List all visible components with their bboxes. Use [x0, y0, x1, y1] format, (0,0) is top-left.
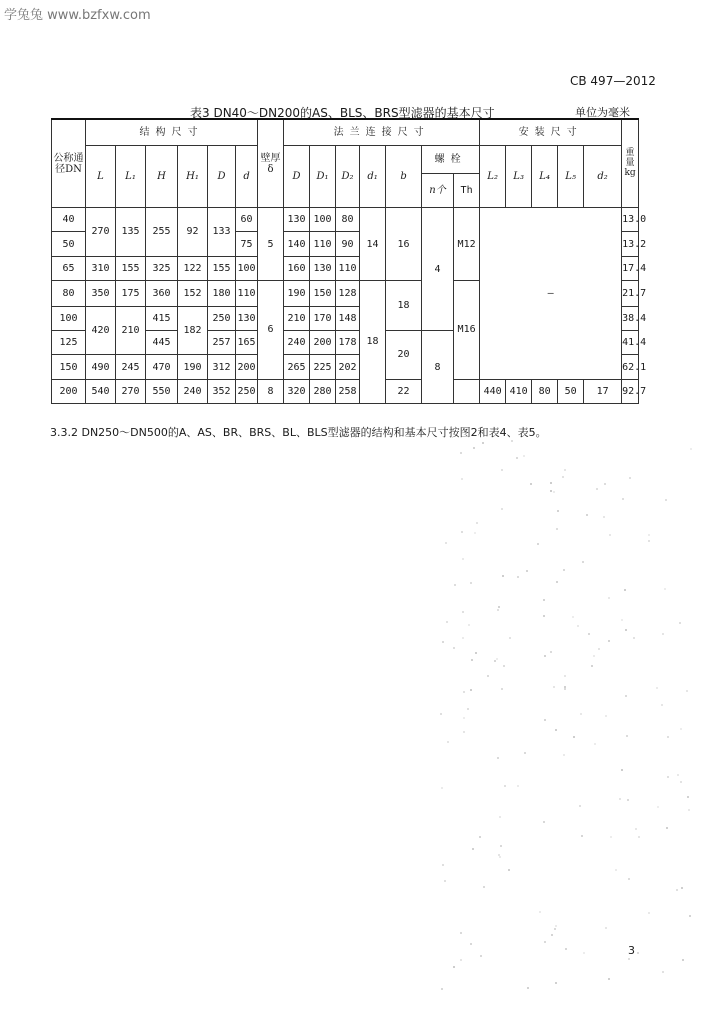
scan-speck — [555, 982, 557, 984]
cell-d: 100 — [236, 256, 258, 280]
table-caption: 表3 DN40～DN200的AS、BLS、BRS型滤器的基本尺寸 — [190, 106, 495, 120]
scan-speck — [461, 478, 463, 480]
scan-speck — [609, 534, 611, 536]
cell-flange-b: 22 — [386, 379, 422, 403]
scan-speck — [470, 582, 472, 584]
cell-flange-D2: 128 — [336, 280, 360, 306]
cell-flange-D: 320 — [284, 379, 310, 403]
cell-H1: 190 — [178, 355, 208, 379]
cell-D: 352 — [208, 379, 236, 403]
scan-speck — [527, 987, 529, 989]
cell-d: 110 — [236, 280, 258, 306]
scan-speck — [511, 440, 513, 442]
scan-speck — [530, 483, 532, 485]
cell-D: 180 — [208, 280, 236, 306]
clause-3-3-2: 3.3.2 DN250～DN500的A、AS、BR、BRS、BL、BLS型滤器的结构和基本尺寸按图2和表4、表5。 — [50, 426, 547, 439]
scan-speck — [480, 955, 482, 957]
scan-speck — [666, 827, 668, 829]
header-flange-d1: d₁ — [360, 145, 386, 208]
scan-speck — [621, 619, 623, 621]
scan-speck — [662, 971, 664, 973]
scan-speck — [556, 528, 558, 530]
cell-wall: 8 — [258, 379, 284, 403]
scan-speck — [544, 941, 546, 943]
scan-speck — [441, 988, 443, 990]
scan-speck — [482, 442, 484, 444]
scan-speck — [463, 731, 465, 733]
cell-bolt-th — [454, 379, 480, 403]
cell-weight: 62.1 — [622, 355, 639, 379]
cell-L1: 270 — [116, 379, 146, 403]
cell-install-L3: 410 — [506, 379, 532, 403]
scan-speck — [460, 959, 462, 961]
cell-D: 312 — [208, 355, 236, 379]
scan-speck — [690, 448, 692, 450]
scan-speck — [648, 534, 650, 536]
cell-dn: 80 — [52, 280, 86, 306]
scan-speck — [625, 695, 627, 697]
scan-speck — [556, 581, 558, 583]
cell-flange-D1: 280 — [310, 379, 336, 403]
cell-d: 60 — [236, 208, 258, 232]
cell-install-L2: 440 — [480, 379, 506, 403]
header-bolt: 螺栓 — [422, 145, 480, 173]
scan-speck — [667, 776, 669, 778]
header-L: L — [86, 145, 116, 208]
scan-speck — [681, 887, 683, 889]
cell-L1: 245 — [116, 355, 146, 379]
cell-L: 350 — [86, 280, 116, 306]
cell-H1: 122 — [178, 256, 208, 280]
cell-flange-D2: 258 — [336, 379, 360, 403]
cell-d: 130 — [236, 307, 258, 331]
cell-flange-D: 190 — [284, 280, 310, 306]
header-install: 安装尺寸 — [480, 119, 622, 145]
scan-speck — [586, 514, 588, 516]
scan-speck — [588, 633, 590, 635]
header-D: D — [208, 145, 236, 208]
cell-H: 325 — [146, 256, 178, 280]
scan-speck — [467, 708, 469, 710]
scan-speck — [479, 836, 481, 838]
cell-D: 133 — [208, 208, 236, 256]
scan-speck — [626, 735, 628, 737]
scan-speck — [686, 690, 688, 692]
watermark: 学兔兔 www.bzfxw.com — [4, 8, 151, 23]
cell-flange-D2: 148 — [336, 307, 360, 331]
scan-speck — [604, 483, 606, 485]
scan-speck — [496, 658, 498, 660]
cell-H1: 152 — [178, 280, 208, 306]
scan-speck — [441, 787, 443, 789]
scan-speck — [544, 655, 546, 657]
scan-speck — [460, 452, 462, 454]
cell-flange-D: 265 — [284, 355, 310, 379]
cell-wall: 5 — [258, 208, 284, 281]
cell-L: 540 — [86, 379, 116, 403]
scan-speck — [629, 477, 631, 479]
scan-speck — [523, 455, 525, 457]
scan-speck — [453, 647, 455, 649]
scan-speck — [503, 665, 505, 667]
cell-dn: 65 — [52, 256, 86, 280]
header-H1: H₁ — [178, 145, 208, 208]
scan-speck — [462, 558, 464, 560]
cell-flange-D2: 80 — [336, 208, 360, 232]
scan-speck — [487, 675, 489, 677]
cell-weight: 13.0 — [622, 208, 639, 232]
scan-speck — [664, 588, 666, 590]
cell-dn: 100 — [52, 307, 86, 331]
scan-speck — [656, 687, 658, 689]
scan-speck — [564, 675, 566, 677]
scan-speck — [625, 629, 627, 631]
scan-speck — [624, 589, 626, 591]
scan-speck — [499, 856, 501, 858]
cell-flange-D1: 110 — [310, 232, 336, 256]
scan-speck — [563, 754, 565, 756]
scan-speck — [543, 615, 545, 617]
scan-speck — [501, 508, 503, 510]
scan-speck — [475, 652, 477, 654]
header-weight: 重量kg — [622, 119, 639, 208]
scan-speck — [447, 741, 449, 743]
cell-L: 490 — [86, 355, 116, 379]
scan-speck — [594, 743, 596, 745]
scan-speck — [500, 845, 502, 847]
scan-speck — [598, 648, 600, 650]
scan-speck — [544, 719, 546, 721]
header-flange: 法兰连接尺寸 — [284, 119, 480, 145]
cell-dn: 50 — [52, 232, 86, 256]
cell-D: 250 — [208, 307, 236, 331]
scan-speck — [460, 932, 462, 934]
cell-weight: 13.2 — [622, 232, 639, 256]
scan-speck — [608, 640, 610, 642]
scan-speck — [440, 713, 442, 715]
scan-speck — [442, 641, 444, 643]
cell-flange-D1: 100 — [310, 208, 336, 232]
cell-L: 270 — [86, 208, 116, 256]
page-number: 3 — [628, 944, 635, 957]
scan-speck — [476, 522, 478, 524]
cell-flange-d1: 18 — [360, 280, 386, 403]
cell-flange-D: 210 — [284, 307, 310, 331]
cell-dn: 150 — [52, 355, 86, 379]
scan-speck — [461, 531, 463, 533]
scan-speck — [517, 785, 519, 787]
cell-dn: 40 — [52, 208, 86, 232]
header-L5: L₅ — [558, 145, 584, 208]
scan-speck — [462, 637, 464, 639]
scan-speck — [470, 943, 472, 945]
scan-speck — [638, 836, 640, 838]
cell-H1: 92 — [178, 208, 208, 256]
scan-speck — [501, 469, 503, 471]
scan-speck — [453, 966, 455, 968]
cell-flange-D1: 200 — [310, 331, 336, 355]
cell-H: 255 — [146, 208, 178, 256]
cell-wall: 6 — [258, 280, 284, 379]
cell-H1: 240 — [178, 379, 208, 403]
scan-speck — [667, 736, 669, 738]
standard-number: CB 497—2012 — [570, 74, 656, 88]
header-flange-D1: D₁ — [310, 145, 336, 208]
scan-speck — [682, 959, 684, 961]
scan-speck — [471, 659, 473, 661]
scan-speck — [628, 958, 630, 960]
scan-speck — [635, 828, 637, 830]
scan-speck — [462, 611, 464, 613]
cell-dn: 125 — [52, 331, 86, 355]
scan-speck — [572, 616, 574, 618]
scan-speck — [564, 469, 566, 471]
scan-speck — [657, 806, 659, 808]
scan-speck — [483, 886, 485, 888]
scan-speck — [555, 925, 557, 927]
scan-speck — [605, 715, 607, 717]
header-d2: d₂ — [584, 145, 622, 208]
scan-speck — [463, 691, 465, 693]
cell-install-L4: 80 — [532, 379, 558, 403]
scan-speck — [676, 889, 678, 891]
scan-speck — [633, 637, 635, 639]
cell-weight: 21.7 — [622, 280, 639, 306]
cell-flange-D: 140 — [284, 232, 310, 256]
cell-flange-D2: 202 — [336, 355, 360, 379]
cell-D: 155 — [208, 256, 236, 280]
scan-speck — [498, 606, 500, 608]
scan-speck — [550, 490, 552, 492]
scan-speck — [508, 869, 510, 871]
cell-H: 360 — [146, 280, 178, 306]
cell-install-L5: 50 — [558, 379, 584, 403]
scan-speck — [627, 799, 629, 801]
scan-speck — [499, 816, 501, 818]
scan-speck — [494, 660, 496, 662]
header-L2: L₂ — [480, 145, 506, 208]
scan-speck — [474, 532, 476, 534]
scan-speck — [591, 665, 593, 667]
scan-speck — [553, 686, 555, 688]
scan-speck — [553, 491, 555, 493]
cell-flange-b: 20 — [386, 331, 422, 379]
scan-speck — [562, 476, 564, 478]
scan-speck — [445, 542, 447, 544]
scan-speck — [608, 978, 610, 980]
header-wall: 壁厚δ — [258, 119, 284, 208]
cell-flange-D: 240 — [284, 331, 310, 355]
scan-speck — [501, 688, 503, 690]
scan-speck — [526, 570, 528, 572]
cell-bolt-n: 4 — [422, 208, 454, 331]
dimension-table — [51, 118, 647, 404]
scan-speck — [665, 499, 667, 501]
scan-speck — [689, 915, 691, 917]
scan-speck — [442, 864, 444, 866]
scan-speck — [637, 952, 639, 954]
scan-speck — [543, 599, 545, 601]
scan-speck — [579, 805, 581, 807]
scan-speck — [463, 717, 465, 719]
cell-flange-d1: 14 — [360, 208, 386, 281]
cell-H1: 182 — [178, 307, 208, 355]
cell-d: 250 — [236, 379, 258, 403]
cell-L: 310 — [86, 256, 116, 280]
scan-speck — [557, 510, 559, 512]
cell-flange-b: 16 — [386, 208, 422, 281]
header-L1: L₁ — [116, 145, 146, 208]
scan-speck — [564, 688, 566, 690]
scan-speck — [581, 835, 583, 837]
scan-speck — [446, 621, 448, 623]
header-flange-b: b — [386, 145, 422, 208]
scan-speck — [680, 781, 682, 783]
header-structure: 结构尺寸 — [86, 119, 258, 145]
scan-speck — [550, 482, 552, 484]
scan-speck — [596, 488, 598, 490]
unit-note: 单位为毫米 — [575, 106, 630, 119]
cell-bolt-th: M16 — [454, 280, 480, 379]
cell-install-d2: 17 — [584, 379, 622, 403]
cell-H: 550 — [146, 379, 178, 403]
scan-speck — [473, 447, 475, 449]
cell-flange-D1: 150 — [310, 280, 336, 306]
cell-flange-D1: 225 — [310, 355, 336, 379]
cell-D: 257 — [208, 331, 236, 355]
scan-speck — [661, 704, 663, 706]
scan-speck — [539, 911, 541, 913]
scan-speck — [677, 774, 679, 776]
scan-speck — [648, 540, 650, 542]
scan-speck — [524, 752, 526, 754]
cell-weight: 41.4 — [622, 331, 639, 355]
cell-install-dash: — — [480, 208, 622, 379]
header-L3: L₃ — [506, 145, 532, 208]
scan-speck — [610, 836, 612, 838]
cell-flange-D2: 178 — [336, 331, 360, 355]
cell-bolt-th: M12 — [454, 208, 480, 281]
header-H: H — [146, 145, 178, 208]
scan-speck — [608, 597, 610, 599]
scan-speck — [516, 457, 518, 459]
scan-speck — [470, 689, 472, 691]
cell-d: 75 — [236, 232, 258, 256]
cell-weight: 17.4 — [622, 256, 639, 280]
scan-speck — [680, 728, 682, 730]
scan-speck — [580, 713, 582, 715]
cell-weight: 38.4 — [622, 307, 639, 331]
cell-d: 165 — [236, 331, 258, 355]
scan-speck — [497, 609, 499, 611]
scan-speck — [537, 543, 539, 545]
scan-speck — [497, 757, 499, 759]
scan-speck — [444, 880, 446, 882]
scan-speck — [687, 796, 689, 798]
cell-weight: 92.7 — [622, 379, 639, 403]
scan-speck — [648, 912, 650, 914]
scan-speck — [619, 798, 621, 800]
cell-L1: 155 — [116, 256, 146, 280]
cell-flange-D1: 170 — [310, 307, 336, 331]
scan-speck — [472, 848, 474, 850]
header-d: d — [236, 145, 258, 208]
scan-speck — [679, 622, 681, 624]
scan-speck — [603, 516, 605, 518]
scan-speck — [621, 769, 623, 771]
header-bolt-n: n个 — [422, 173, 454, 207]
scan-speck — [543, 821, 545, 823]
cell-flange-D2: 110 — [336, 256, 360, 280]
scan-speck — [454, 584, 456, 586]
cell-H: 470 — [146, 355, 178, 379]
scan-speck — [605, 927, 607, 929]
scan-speck — [583, 952, 585, 954]
cell-L1: 210 — [116, 307, 146, 355]
scan-speck — [563, 569, 565, 571]
cell-flange-b: 18 — [386, 280, 422, 330]
header-flange-D: D — [284, 145, 310, 208]
scan-speck — [555, 729, 557, 731]
scan-speck — [688, 809, 690, 811]
cell-L: 420 — [86, 307, 116, 355]
cell-H: 415 — [146, 307, 178, 331]
cell-flange-D: 130 — [284, 208, 310, 232]
scan-speck — [554, 928, 556, 930]
scan-speck — [628, 878, 630, 880]
scan-speck — [498, 854, 500, 856]
cell-flange-D: 160 — [284, 256, 310, 280]
scan-speck — [565, 948, 567, 950]
scan-speck — [468, 624, 470, 626]
cell-L1: 175 — [116, 280, 146, 306]
scan-speck — [662, 633, 664, 635]
scan-speck — [517, 576, 519, 578]
scan-speck — [622, 498, 624, 500]
header-nominal: 公称通径DN — [52, 119, 86, 208]
cell-H: 445 — [146, 331, 178, 355]
cell-flange-D1: 130 — [310, 256, 336, 280]
header-L4: L₄ — [532, 145, 558, 208]
header-flange-D2: D₂ — [336, 145, 360, 208]
scan-speck — [550, 651, 552, 653]
header-bolt-th: Th — [454, 173, 480, 207]
scan-speck — [504, 785, 506, 787]
cell-flange-D2: 90 — [336, 232, 360, 256]
scan-speck — [509, 637, 511, 639]
scan-speck — [577, 625, 579, 627]
cell-bolt-n: 8 — [422, 331, 454, 404]
scan-speck — [573, 736, 575, 738]
cell-dn: 200 — [52, 379, 86, 403]
scan-speck — [551, 934, 553, 936]
scan-speck — [502, 575, 504, 577]
scan-speck — [582, 561, 584, 563]
cell-L1: 135 — [116, 208, 146, 256]
scan-speck — [593, 655, 595, 657]
cell-d: 200 — [236, 355, 258, 379]
scan-speck — [615, 869, 617, 871]
